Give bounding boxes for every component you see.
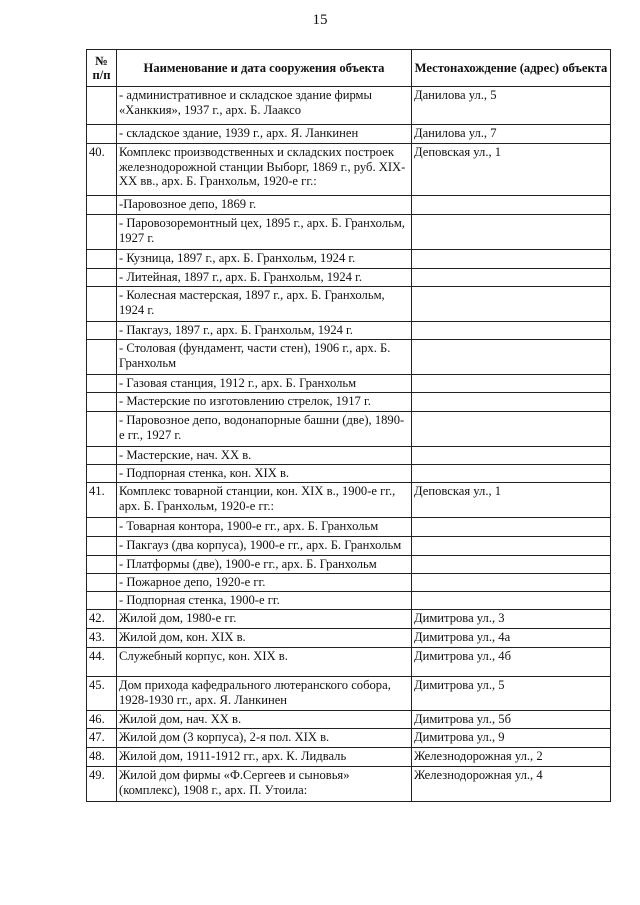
row-name: Жилой дом, нач. XX в. (117, 711, 412, 729)
row-name: - административное и складское здание фирмы «Ханккия», 1937 г., арх. Б. Лааксо (117, 87, 412, 125)
row-number: 40. (87, 144, 117, 196)
row-address: Данилова ул., 7 (412, 125, 611, 144)
row-name: - Платформы (две), 1900-е гг., арх. Б. Гранхольм (117, 556, 412, 574)
table-row (87, 592, 611, 610)
row-name: - Кузница, 1897 г., арх. Б. Гранхольм, 1924 г. (117, 250, 412, 269)
table-row (87, 393, 611, 412)
row-number (87, 87, 117, 125)
row-number (87, 518, 117, 537)
row-number (87, 125, 117, 144)
page-number: 15 (312, 12, 328, 28)
row-address: Димитрова ул., 4а (412, 629, 611, 648)
table-row (87, 340, 611, 375)
table-row (87, 269, 611, 287)
table-row (87, 648, 611, 677)
row-number: 41. (87, 483, 117, 518)
row-name: - складское здание, 1939 г., арх. Я. Ланкинен (117, 125, 412, 144)
table-row (87, 250, 611, 269)
row-address (412, 340, 611, 375)
row-number: 43. (87, 629, 117, 648)
table-row (87, 144, 611, 196)
row-number (87, 215, 117, 250)
row-address: Димитрова ул., 9 (412, 729, 611, 748)
row-name: - Паровозоремонтный цех, 1895 г., арх. Б. Гранхольм, 1927 г. (117, 215, 412, 250)
row-name: Жилой дом фирмы «Ф.Сергеев и сыновья» (комплекс), 1908 г., арх. П. Утоила: (117, 767, 412, 802)
row-number (87, 340, 117, 375)
row-address: Димитрова ул., 5б (412, 711, 611, 729)
header-number: № п/п (87, 50, 117, 87)
table-row (87, 556, 611, 574)
table-row (87, 287, 611, 322)
row-address (412, 592, 611, 610)
row-name: Жилой дом (3 корпуса), 2-я пол. XIX в. (117, 729, 412, 748)
row-number: 44. (87, 648, 117, 677)
row-address (412, 393, 611, 412)
registry-table (86, 49, 611, 802)
row-name: - Товарная контора, 1900-е гг., арх. Б. Гранхольм (117, 518, 412, 537)
row-number (87, 412, 117, 447)
row-address: Димитрова ул., 3 (412, 610, 611, 629)
row-number (87, 592, 117, 610)
row-name: - Столовая (фундамент, части стен), 1906 г., арх. Б. Гранхольм (117, 340, 412, 375)
row-address: Железнодорожная ул., 4 (412, 767, 611, 802)
row-address (412, 269, 611, 287)
row-name: - Литейная, 1897 г., арх. Б. Гранхольм, 1924 г. (117, 269, 412, 287)
row-number: 42. (87, 610, 117, 629)
row-name: - Паровозное депо, водонапорные башни (две), 1890-е гг., 1927 г. (117, 412, 412, 447)
row-address (412, 250, 611, 269)
row-number (87, 287, 117, 322)
header-name: Наименование и дата сооружения объекта (117, 50, 412, 87)
row-number: 46. (87, 711, 117, 729)
row-number (87, 447, 117, 465)
table-row (87, 87, 611, 125)
row-name: Комплекс производственных и складских построек железнодорожной станции Выборг, 1869 г., руб. XIX-XX вв., арх. Б. Гранхольм, 1920-е гг.: (117, 144, 412, 196)
row-number (87, 393, 117, 412)
row-number (87, 556, 117, 574)
row-name: - Колесная мастерская, 1897 г., арх. Б. Гранхольм, 1924 г. (117, 287, 412, 322)
row-name: -Паровозное депо, 1869 г. (117, 196, 412, 215)
table-row (87, 412, 611, 447)
row-number: 45. (87, 677, 117, 711)
row-address: Данилова ул., 5 (412, 87, 611, 125)
row-name: - Газовая станция, 1912 г., арх. Б. Гранхольм (117, 375, 412, 393)
row-name: - Мастерские по изготовлению стрелок, 1917 г. (117, 393, 412, 412)
row-number (87, 269, 117, 287)
table-row (87, 677, 611, 711)
row-address (412, 556, 611, 574)
row-address (412, 574, 611, 592)
row-name: Жилой дом, 1911-1912 гг., арх. К. Лидваль (117, 748, 412, 767)
table-row (87, 215, 611, 250)
row-number: 49. (87, 767, 117, 802)
row-address: Деповская ул., 1 (412, 144, 611, 196)
table-row (87, 537, 611, 556)
row-number: 47. (87, 729, 117, 748)
table-row (87, 729, 611, 748)
table-row (87, 447, 611, 465)
row-name: Жилой дом, кон. XIX в. (117, 629, 412, 648)
row-number: 48. (87, 748, 117, 767)
row-number (87, 375, 117, 393)
row-address: Димитрова ул., 4б (412, 648, 611, 677)
row-name: - Пожарное депо, 1920-е гг. (117, 574, 412, 592)
row-name: - Пакгауз (два корпуса), 1900-е гг., арх. Б. Гранхольм (117, 537, 412, 556)
row-number (87, 537, 117, 556)
table-row (87, 518, 611, 537)
header-address: Местонахождение (адрес) объекта (412, 50, 611, 87)
row-address (412, 322, 611, 340)
row-address: Железнодорожная ул., 2 (412, 748, 611, 767)
table-row (87, 125, 611, 144)
row-address: Деповская ул., 1 (412, 483, 611, 518)
table-row (87, 465, 611, 483)
row-address (412, 447, 611, 465)
table-row (87, 196, 611, 215)
table-row (87, 375, 611, 393)
row-address (412, 537, 611, 556)
row-name: - Подпорная стенка, кон. XIX в. (117, 465, 412, 483)
table-body (87, 87, 611, 802)
table-row (87, 322, 611, 340)
row-name: Комплекс товарной станции, кон. XIX в., 1900-е гг., арх. Б. Гранхольм, 1920-е гг.: (117, 483, 412, 518)
table-row (87, 610, 611, 629)
row-address: Димитрова ул., 5 (412, 677, 611, 711)
table-row (87, 748, 611, 767)
table-row (87, 483, 611, 518)
row-name: Жилой дом, 1980-е гг. (117, 610, 412, 629)
row-number (87, 250, 117, 269)
row-address (412, 375, 611, 393)
row-address (412, 518, 611, 537)
row-address (412, 215, 611, 250)
row-name: - Подпорная стенка, 1900-е гг. (117, 592, 412, 610)
row-address (412, 196, 611, 215)
row-address (412, 465, 611, 483)
row-address (412, 287, 611, 322)
table-header-row (87, 50, 611, 87)
row-number (87, 322, 117, 340)
table-row (87, 767, 611, 802)
row-number (87, 196, 117, 215)
row-name: - Мастерские, нач. XX в. (117, 447, 412, 465)
table-row (87, 629, 611, 648)
row-name: - Пакгауз, 1897 г., арх. Б. Гранхольм, 1924 г. (117, 322, 412, 340)
row-number (87, 465, 117, 483)
table-row (87, 711, 611, 729)
table-row (87, 574, 611, 592)
row-address (412, 412, 611, 447)
row-number (87, 574, 117, 592)
row-name: Служебный корпус, кон. XIX в. (117, 648, 412, 677)
row-name: Дом прихода кафедрального лютеранского собора, 1928-1930 гг., арх. Я. Ланкинен (117, 677, 412, 711)
